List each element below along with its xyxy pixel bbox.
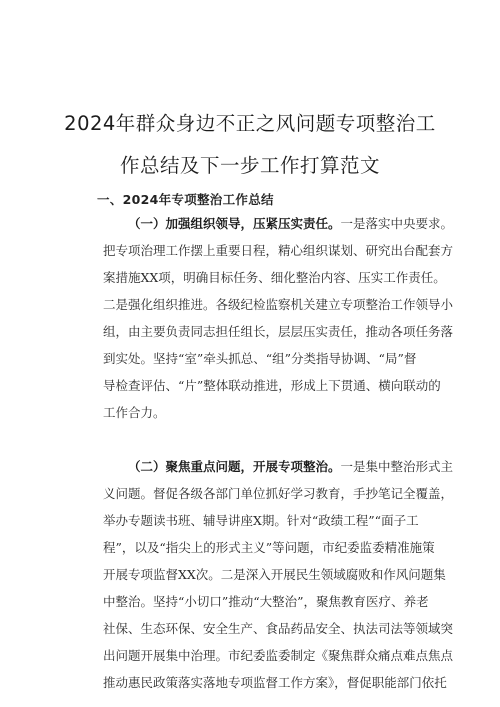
section-heading: 一、2024年专项整治工作总结 (97, 192, 274, 207)
paragraph-line: 二是强化组织推进。各级纪检监察机关建立专项整治工作领导小 (103, 297, 454, 312)
paragraph-lead-bold: （一）加强组织领导，压紧压实责任。 (128, 216, 341, 231)
paragraph-line: 出问题开展集中治理。市纪委监委制定《聚焦群众痛点难点焦点 (103, 648, 454, 663)
paragraph-line: 推动惠民政策落实落地专项监督工作方案》，督促职能部门依托 (103, 675, 447, 690)
paragraph-line: 工作合力。 (103, 405, 166, 420)
paragraph-lead-bold: （二）聚焦重点问题，开展专项整治。 (128, 459, 341, 474)
paragraph-line: 举办专题读书班、辅导讲座X期。针对“政绩工程”“面子工 (103, 513, 419, 528)
paragraph-line: 组，由主要负责同志担任组长，层层压实责任，推动各项任务落 (103, 324, 454, 339)
paragraph-line: 导检查评估、“片”整体联动推进，形成上下贯通、横向联动的 (103, 378, 441, 393)
paragraph-line: 把专项治理工作摆上重要日程，精心组织谋划、研究出台配套方 (103, 243, 454, 258)
paragraph-line: （一）加强组织领导，压紧压实责任。一是落实中央要求。 (128, 216, 454, 231)
document-title-line-2: 作总结及下一步工作打算范文 (119, 154, 380, 177)
paragraph-line: 社保、生态环保、安全生产、食品药品安全、执法司法等领域突 (103, 621, 454, 636)
paragraph-line: 义问题。督促各级各部门单位抓好学习教育，手抄笔记全覆盖， (103, 486, 454, 501)
paragraph-line: 到实处。坚持“室”牵头抓总、“组”分类指导协调、“局”督 (103, 351, 417, 366)
paragraph-line: 案措施XX项，明确目标任务、细化整治内容、压实工作责任。 (103, 270, 446, 285)
paragraph-organization-leadership (103, 210, 454, 426)
paragraph-line: 中整治。坚持“小切口”推动“大整治”，聚焦教育医疗、养老 (103, 594, 429, 609)
paragraph-line: 程”，以及“指尖上的形式主义”等问题，市纪委监委精准施策 (103, 540, 435, 555)
paragraph-special-rectification (103, 453, 454, 696)
paragraph-line: （二）聚焦重点问题，开展专项整治。一是集中整治形式主 (128, 459, 454, 474)
paragraph-line: 开展专项监督XX次。二是深入开展民生领域腐败和作风问题集 (103, 567, 446, 582)
document-title-line-1: 2024年群众身边不正之风问题专项整治工 (64, 112, 436, 135)
